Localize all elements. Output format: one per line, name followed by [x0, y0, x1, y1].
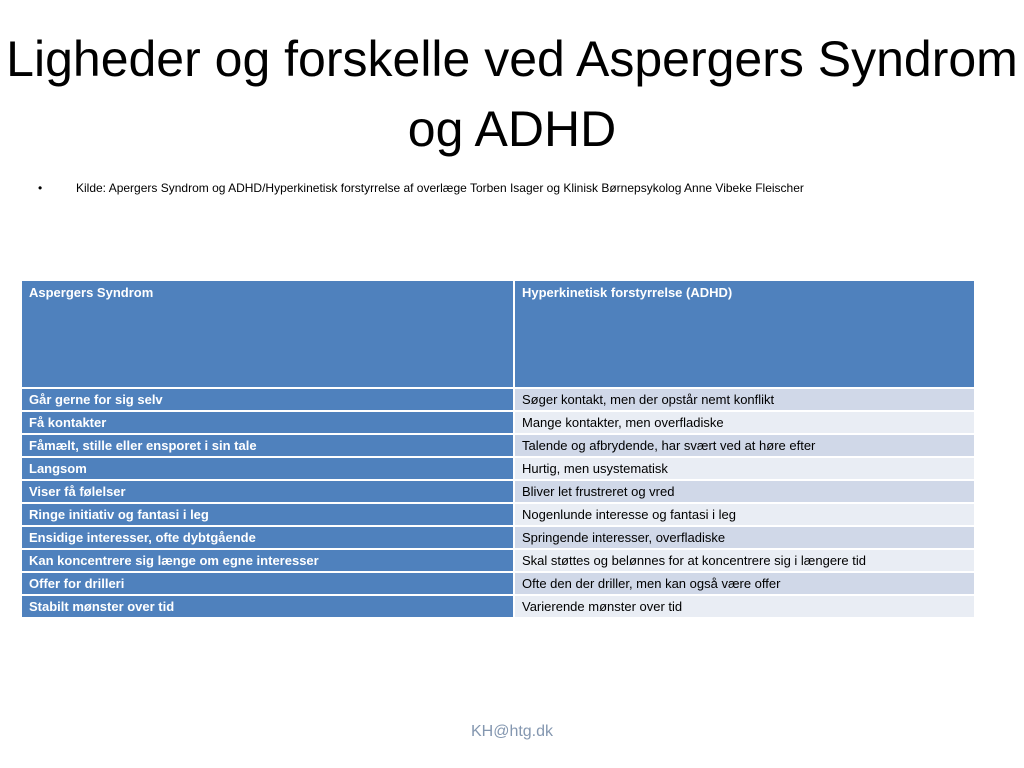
adhd-cell: Mange kontakter, men overfladiske [514, 411, 975, 434]
aspergers-cell: Fåmælt, stille eller ensporet i sin tale [21, 434, 514, 457]
aspergers-cell: Stabilt mønster over tid [21, 595, 514, 618]
aspergers-cell: Få kontakter [21, 411, 514, 434]
table-header-row [21, 280, 975, 388]
adhd-cell: Skal støttes og belønnes for at koncentrere sig i længere tid [514, 549, 975, 572]
table-row [21, 595, 975, 618]
header-adhd: Hyperkinetisk forstyrrelse (ADHD) [514, 280, 975, 388]
aspergers-cell: Viser få følelser [21, 480, 514, 503]
adhd-cell: Ofte den der driller, men kan også være offer [514, 572, 975, 595]
adhd-cell: Hurtig, men usystematisk [514, 457, 975, 480]
adhd-cell: Bliver let frustreret og vred [514, 480, 975, 503]
table-row [21, 549, 975, 572]
table-row [21, 388, 975, 411]
slide-title: Ligheder og forskelle ved Aspergers Syndrom og ADHD [6, 31, 1018, 157]
adhd-cell: Nogenlunde interesse og fantasi i leg [514, 503, 975, 526]
table-row [21, 457, 975, 480]
source-text: Kilde: Apergers Syndrom og ADHD/Hyperkinetisk forstyrrelse af overlæge Torben Isager og Klinisk Børnepsykolog Anne Vibeke Fleischer [76, 181, 804, 195]
table-row [21, 503, 975, 526]
aspergers-cell: Offer for drilleri [21, 572, 514, 595]
aspergers-cell: Ensidige interesser, ofte dybtgående [21, 526, 514, 549]
aspergers-cell: Går gerne for sig selv [21, 388, 514, 411]
table-row [21, 434, 975, 457]
aspergers-cell: Ringe initiativ og fantasi i leg [21, 503, 514, 526]
table-row [21, 411, 975, 434]
adhd-cell: Talende og afbrydende, har svært ved at høre efter [514, 434, 975, 457]
aspergers-cell: Kan koncentrere sig længe om egne interesser [21, 549, 514, 572]
table-row [21, 526, 975, 549]
header-aspergers: Aspergers Syndrom [21, 280, 514, 388]
adhd-cell: Springende interesser, overfladiske [514, 526, 975, 549]
aspergers-cell: Langsom [21, 457, 514, 480]
comparison-table [20, 279, 976, 619]
bullet-marker: • [38, 181, 43, 195]
table-row [21, 480, 975, 503]
footer-email: KH@htg.dk [470, 723, 554, 740]
adhd-cell: Søger kontakt, men der opstår nemt konflikt [514, 388, 975, 411]
table-row [21, 572, 975, 595]
adhd-cell: Varierende mønster over tid [514, 595, 975, 618]
